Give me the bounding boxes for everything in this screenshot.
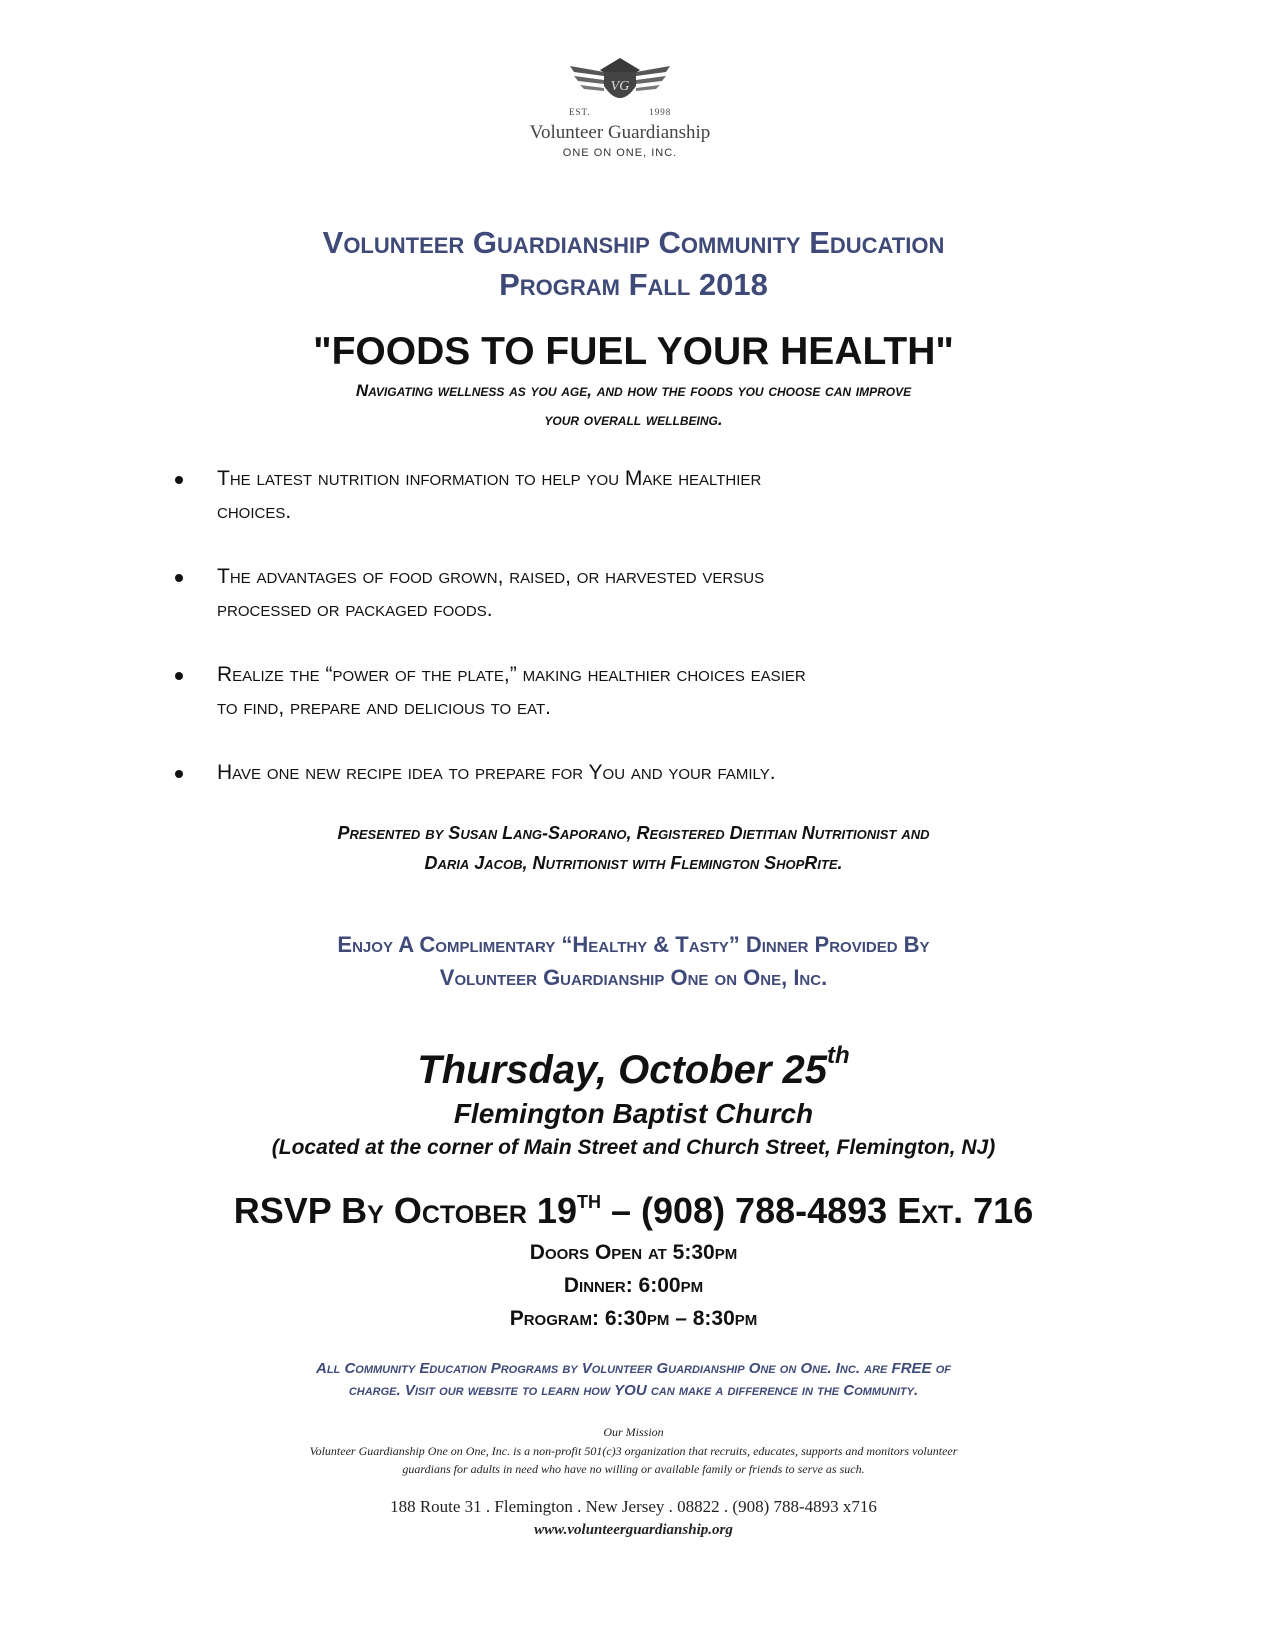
mission-line2: guardians for adults in need who have no willing or available family or friends to serve as such. bbox=[402, 1462, 865, 1476]
event-venue: Flemington Baptist Church bbox=[453, 1098, 814, 1129]
topic-line1: Have one new recipe idea to prepare for You and your family. bbox=[217, 761, 776, 784]
dinner-line2: Volunteer Guardianship One on One, Inc. bbox=[439, 965, 828, 990]
mission-title: Our Mission bbox=[603, 1425, 664, 1439]
free-line1: All Community Education Programs by Volunteer Guardianship One on One. Inc. are FREE of bbox=[316, 1360, 951, 1377]
bullet-icon bbox=[175, 672, 183, 680]
topic-item bbox=[175, 462, 1075, 528]
winged-shield-icon bbox=[560, 52, 680, 112]
rsvp-prefix: RSVP By October 19 bbox=[233, 1190, 577, 1231]
topic-line2: choices. bbox=[217, 500, 292, 523]
topic-line1: The latest nutrition information to help you Make healthier bbox=[217, 467, 762, 490]
program-title-line1: Volunteer Guardianship Community Education bbox=[322, 225, 945, 260]
event-date bbox=[0, 1042, 1267, 1093]
topic-list bbox=[175, 462, 1075, 821]
free-line2: charge. Visit our website to learn how YOU can make a difference in the Community. bbox=[348, 1382, 919, 1399]
rsvp-suffix: TH bbox=[576, 1192, 601, 1212]
logo-est-year: 1998 bbox=[649, 107, 672, 117]
event-subheading bbox=[0, 376, 1267, 434]
topic-item bbox=[175, 756, 1075, 789]
schedule-doors: Doors Open at 5:30pm bbox=[529, 1241, 738, 1264]
subhead-line2: your overall wellbeing. bbox=[544, 410, 723, 429]
logo-subtitle: ONE ON ONE, INC. bbox=[562, 147, 678, 159]
bullet-icon bbox=[175, 476, 183, 484]
event-headline: "FOODS TO FUEL YOUR HEALTH" bbox=[313, 330, 954, 373]
organization-logo bbox=[470, 52, 770, 172]
topic-line1: The advantages of food grown, raised, or harvested versus bbox=[217, 565, 765, 588]
logo-est-label: EST. bbox=[568, 107, 591, 117]
subhead-line1: Navigating wellness as you age, and how the foods you choose can improve bbox=[355, 381, 912, 400]
bullet-icon bbox=[175, 574, 183, 582]
logo-established bbox=[470, 107, 770, 117]
schedule bbox=[0, 1236, 1267, 1335]
free-notice bbox=[0, 1358, 1267, 1402]
presenters bbox=[0, 818, 1267, 878]
presenters-line2: Daria Jacob, Nutritionist with Flemington ShopRite. bbox=[424, 853, 843, 873]
topic-line1: Realize the “power of the plate,” making healthier choices easier bbox=[217, 663, 806, 686]
footer-address: 188 Route 31 . Flemington . New Jersey . 08822 . (908) 788-4893 x716 bbox=[390, 1497, 877, 1516]
rsvp-line bbox=[0, 1190, 1267, 1232]
dinner-line1: Enjoy A Complimentary “Healthy & Tasty” Dinner Provided By bbox=[337, 932, 930, 957]
event-location: (Located at the corner of Main Street and Church Street, Flemington, NJ) bbox=[271, 1136, 996, 1159]
rsvp-phone: – (908) 788-4893 Ext. 716 bbox=[600, 1190, 1034, 1231]
schedule-dinner: Dinner: 6:00pm bbox=[563, 1274, 704, 1297]
topic-item bbox=[175, 658, 1075, 724]
mission-text bbox=[0, 1442, 1267, 1478]
topic-line2: to find, prepare and delicious to eat. bbox=[217, 696, 551, 719]
program-title bbox=[0, 222, 1267, 306]
footer-website: www.volunteerguardianship.org bbox=[534, 1522, 733, 1538]
program-title-line2: Program Fall 2018 bbox=[499, 267, 768, 302]
mission-line1: Volunteer Guardianship One on One, Inc. is a non-profit 501(c)3 organization that recruits, educates, supports and monitors volunteer bbox=[309, 1444, 958, 1458]
event-date-suffix: th bbox=[827, 1042, 850, 1069]
bullet-icon bbox=[175, 770, 183, 778]
svg-text:VG: VG bbox=[610, 79, 630, 94]
schedule-program: Program: 6:30pm – 8:30pm bbox=[509, 1307, 758, 1330]
presenters-line1: Presented by Susan Lang-Saporano, Registered Dietitian Nutritionist and bbox=[337, 823, 930, 843]
logo-name: Volunteer Guardianship bbox=[529, 122, 711, 143]
dinner-notice bbox=[0, 928, 1267, 994]
topic-item bbox=[175, 560, 1075, 626]
event-date-text: Thursday, October 25 bbox=[417, 1048, 828, 1092]
topic-line2: processed or packaged foods. bbox=[217, 598, 493, 621]
